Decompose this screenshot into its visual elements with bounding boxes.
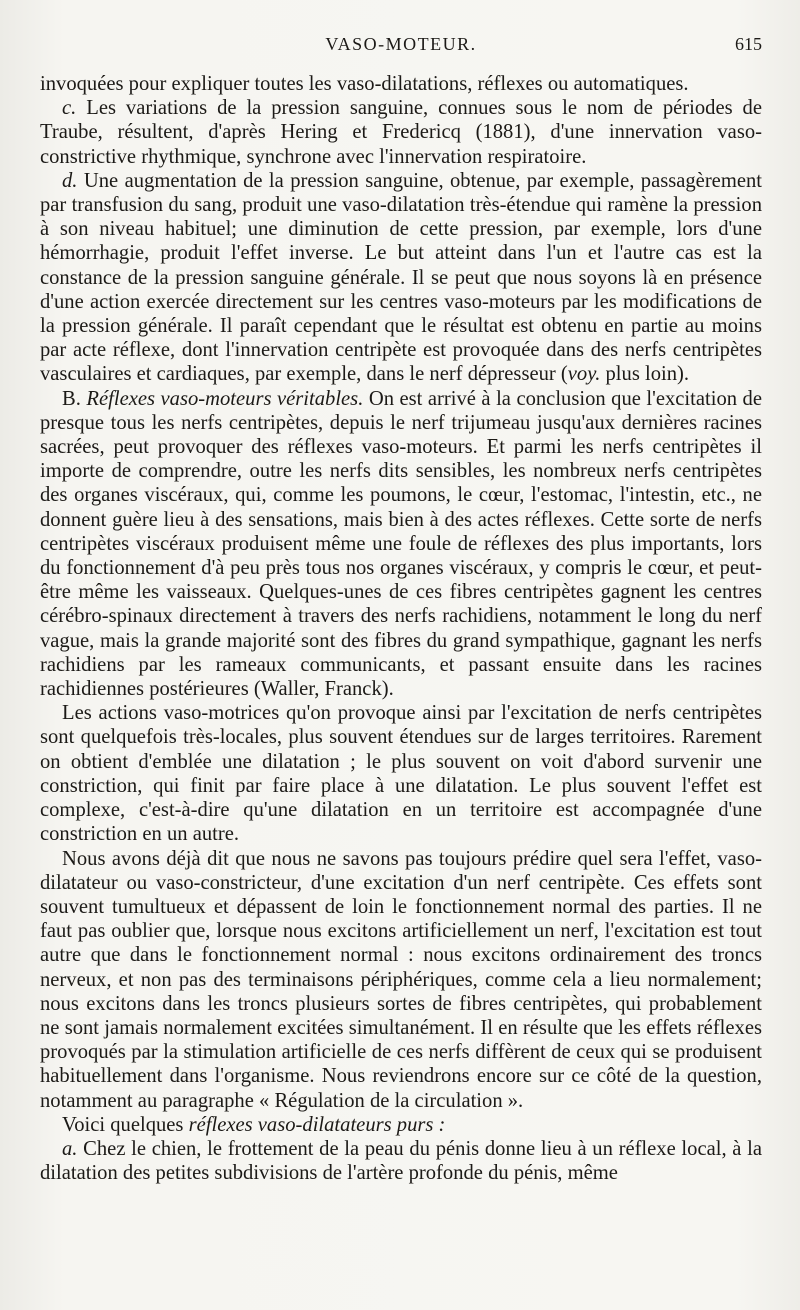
page-number: 615 xyxy=(735,34,762,54)
italic-run: a. xyxy=(62,1137,78,1160)
running-title: VASO-MOTEUR. xyxy=(325,34,477,54)
italic-run: Réflexes vaso-moteurs véritables. xyxy=(86,387,364,410)
italic-run: c. xyxy=(62,97,77,120)
paragraph-a-chien xyxy=(40,1137,762,1185)
paragraph-b-reflexes xyxy=(40,387,762,702)
italic-run: réflexes vaso-dilatateurs purs : xyxy=(188,1113,446,1136)
text-run: invoquées pour expliquer toutes les vaso-dilatations, réflexes ou automatiques. xyxy=(40,73,689,95)
paragraph-predire-effet xyxy=(40,847,762,1113)
paragraph-continued xyxy=(40,72,762,96)
text-run: Chez le chien, le frottement de la peau du pénis donne lieu à un réflexe local, à la dilatation des petites subdivisions de l'artère profonde du pénis, même xyxy=(40,1137,762,1185)
italic-run: voy. xyxy=(567,363,601,386)
text-run: B. xyxy=(62,387,87,410)
text-run: Nous avons déjà dit que nous ne savons pas toujours prédire quel sera l'effet, vaso-dilatateur ou vaso-constricteur, d'une excitation d'un nerf centripète. Ces effets sont souvent tumultueux et dépassent de loin le fonctionnement normal des parties. Il ne faut pas oublier que, lorsque nous excitons artificiellement un nerf, l'excitation est tout autre que dans le fonctionnement normal : nous excitons ordinairement des troncs nerveux, et non pas des terminaisons périphériques, comme cela a lieu normalement; nous excitons dans les troncs plusieurs sortes de fibres centripètes, qui probablement ne sont jamais normalement excitées simultanément. Il en résulte que les effets réflexes provoqués par la stimulation artificielle de ces nerfs diffèrent de ceux qui se produisent habituellement dans l'organisme. Nous reviendrons encore sur ce côté de la question, notamment au paragraphe « Régulation de la circulation ». xyxy=(40,847,762,1112)
paragraph-voici-reflexes xyxy=(40,1113,762,1137)
paragraph-d-pression xyxy=(40,169,762,387)
paragraph-c-traube xyxy=(40,96,762,169)
paragraph-actions-vaso-motrices xyxy=(40,701,762,846)
running-header xyxy=(40,30,762,72)
text-run: Voici quelques xyxy=(62,1113,189,1136)
text-run: Les actions vaso-motrices qu'on provoque ainsi par l'excitation de nerfs centripètes sont quelquefois très-locales, plus souvent étendues sur de larges territoires. Rarement on obtient d'emblée une dilatation ; le plus souvent on voit d'abord survenir une constriction, qui finit par faire place à une dilatation. Le plus souvent l'effet est complexe, c'est-à-dire qu'une dilatation en un territoire est accompagnée d'une constriction en un autre. xyxy=(40,702,762,846)
text-run: Les variations de la pression sanguine, connues sous le nom de périodes de Traube, résultent, d'après Hering et Fredericq (1881), d'une innervation vaso-constrictive rhythmique, synchrone avec l'innervation respiratoire. xyxy=(40,97,762,168)
body-text xyxy=(40,72,762,1185)
text-run: plus loin). xyxy=(600,363,690,386)
text-run: Une augmentation de la pression sanguine, obtenue, par exemple, passagèrement par transfusion du sang, produit une vaso-dilatation très-étendue qui ramène la pression à son niveau habituel; une diminution de cette pression, par exemple, lors d'une hémorrhagie, produit l'effet inverse. Le but atteint dans l'un et l'autre cas est la constance de la pression sanguine générale. Il se peut que nous soyons là en présence d'une action exercée directement sur les centres vaso-moteurs par les modifications de la pression générale. Il paraît cependant que le résultat est obtenu en partie au moins par acte réflexe, dont l'innervation centripète est provoquée dans des nerfs centripètes vasculaires et cardiaques, par exemple, dans le nerf dépresseur ( xyxy=(40,169,762,386)
text-run: On est arrivé à la conclusion que l'excitation de presque tous les nerfs centripètes, depuis le nerf trijumeau jusqu'aux dernières racines sacrées, peut provoquer des réflexes vaso-moteurs. Et parmi les nerfs centripètes il importe de comprendre, outre les nerfs dits sensibles, les nombreux nerfs centripètes des organes viscéraux, qui, comme les poumons, le cœur, l'estomac, l'intestin, etc., ne donnent guère lieu à des sensations, mais bien à des actes réflexes. Cette sorte de nerfs centripètes viscéraux produisent même une foule de réflexes des plus importants, lors du fonctionnement d'à peu près tous nos organes viscéraux, y compris le cœur, et peut-être même les vaisseaux. Quelques-unes de ces fibres centripètes gagnent les centres cérébro-spinaux directement à travers des nerfs rachidiens, notamment le long du nerf vague, mais la grande majorité sont des fibres du grand sympathique, gagnant les nerfs rachidiens par les rameaux communicants, et passant ensuite dans les racines rachidiennes postérieures (Waller, Franck). xyxy=(40,387,762,701)
italic-run: d. xyxy=(62,169,78,192)
